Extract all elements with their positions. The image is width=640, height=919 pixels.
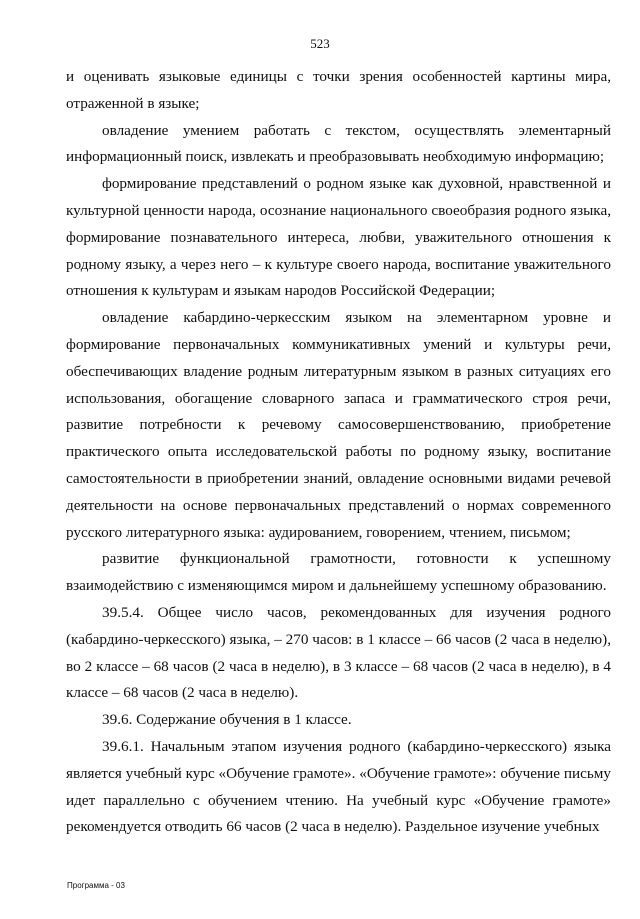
paragraph: 39.5.4. Общее число часов, рекомендованных для изучения родного (кабардино-черкесского) языка, – 270 часов: в 1 классе – 66 часов (2 часа в неделю), во 2 классе – 68 часов (2 часа в неделю), в 3 классе – 68 часов (2 часа в неделю), в 4 классе – 68 часов (2 часа в неделю). bbox=[66, 603, 611, 702]
page-number: 523 bbox=[310, 36, 330, 51]
paragraph-continuation: и оценивать языковые единицы с точки зрения особенностей картины мира, отраженной в языке; bbox=[66, 68, 611, 112]
paragraph: развитие функциональной грамотности, готовности к успешному взаимодействию с изменяющимся миром и дальнейшему успешному образованию. bbox=[66, 550, 611, 595]
footer-label: Программа - 03 bbox=[67, 881, 125, 890]
paragraph: овладение умением работать с текстом, осуществлять элементарный информационный поиск, извлекать и преобразовывать необходимую информацию; bbox=[66, 121, 611, 166]
paragraph: 39.6.1. Начальным этапом изучения родного (кабардино-черкесского) языка является учебный курс «Обучение грамоте». «Обучение грамоте»: обучение письму идет параллельно с обучением чтению. На учебный курс «Обучение грамоте» рекомендуется отводить 66 часов (2 часа в неделю). Раздельное изучение учебных bbox=[66, 737, 611, 836]
section-heading: 39.6. Содержание обучения в 1 классе. bbox=[102, 711, 352, 729]
document-body bbox=[66, 64, 611, 841]
paragraph: формирование представлений о родном языке как духовной, нравственной и культурной ценности народа, осознание национального своеобразия родного языка, формирование познавательного интереса, любви, уважительного отношения к родному языку, а через него – к культуре своего народа, воспитание уважительного отношения к культурам и языкам народов Российской Федерации; bbox=[66, 175, 611, 300]
paragraph: овладение кабардино-черкесским языком на элементарном уровне и формирование первоначальных коммуникативных умений и культуры речи, обеспечивающих владение родным литературным языком в разных ситуациях его использования, обогащение словарного запаса и грамматического строя речи, развитие потребности к речевому самосовершенствованию, приобретение практического опыта исследовательской работы по родному языку, воспитание самостоятельности в приобретении знаний, овладение основными видами речевой деятельности на основе первоначальных представлений о нормах современного русского литературного языка: аудированием, говорением, чтением, письмом; bbox=[66, 309, 611, 541]
